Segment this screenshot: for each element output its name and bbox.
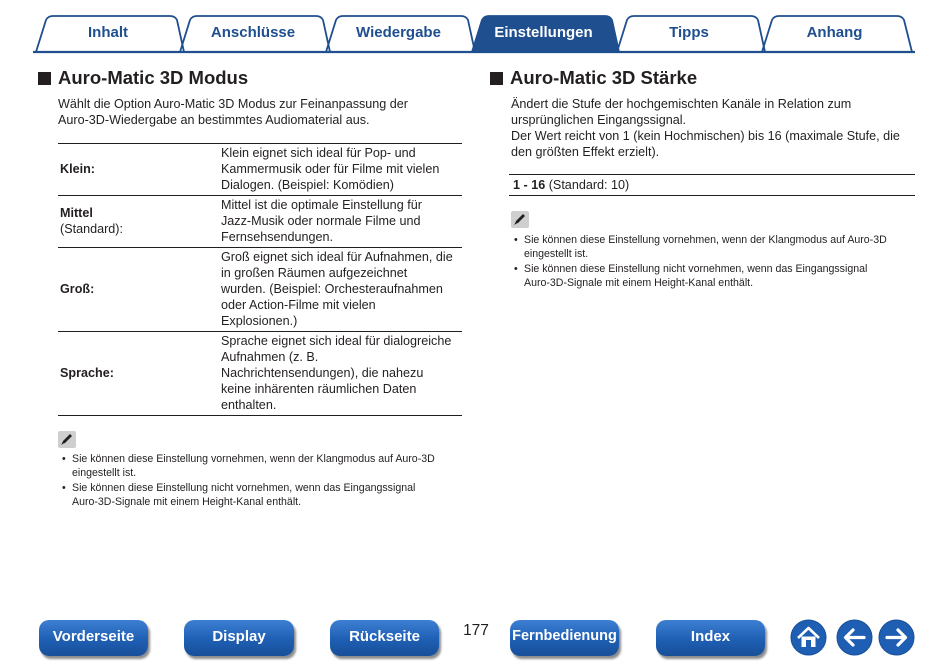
row-name-label: Klein: xyxy=(60,161,95,176)
left-intro-line: Wählt die Option Auro-Matic 3D Modus zur Feinanpassung der xyxy=(58,97,408,111)
row-desc xyxy=(221,197,462,244)
table-row xyxy=(58,144,462,196)
right-intro-line: den größten Effekt erzielt). xyxy=(511,145,660,159)
page-number: 177 xyxy=(463,622,489,639)
note-item xyxy=(60,481,470,509)
desc-line: Kammermusik oder für Filme mit vielen xyxy=(221,162,440,176)
note-line: • Sie können diese Einstellung vornehmen, wenn der Klangmodus auf Auro-3D xyxy=(524,234,887,246)
right-section-heading xyxy=(490,66,697,90)
value-default: (Standard: 10) xyxy=(548,178,630,192)
desc-line: Dialogen. (Beispiel: Komödien) xyxy=(221,178,394,192)
note-line: eingestellt ist. xyxy=(524,248,589,260)
note-line: eingestellt ist. xyxy=(72,467,137,479)
pencil-note-icon xyxy=(58,431,76,448)
left-intro xyxy=(58,96,468,128)
desc-line: Groß eignet sich ideal für Aufnahmen, die xyxy=(221,250,453,264)
tab-anhang[interactable]: Anhang xyxy=(806,24,863,41)
row-name-label: Mittel xyxy=(60,205,93,220)
row-name-sub: (Standard): xyxy=(60,221,123,236)
note-line: • Sie können diese Einstellung nicht vornehmen, wenn das Eingangssignal xyxy=(72,482,416,494)
row-name xyxy=(58,249,221,328)
rueckseite-button[interactable]: Rückseite xyxy=(330,620,439,656)
note-item xyxy=(512,262,922,290)
value-range: 1 - 16 xyxy=(513,178,546,192)
right-intro xyxy=(511,96,921,160)
desc-line: oder Action-Filme mit vielen xyxy=(221,298,376,312)
desc-line: keine inhärenten räumlichen Daten xyxy=(221,382,417,396)
strength-value-row xyxy=(509,174,915,196)
pencil-note-icon xyxy=(511,211,529,228)
row-desc xyxy=(221,333,462,412)
tab-einstellungen[interactable]: Einstellungen xyxy=(494,24,593,41)
row-name xyxy=(58,197,221,244)
tab-tipps[interactable]: Tipps xyxy=(669,24,709,41)
table-row xyxy=(58,248,462,332)
index-button[interactable]: Index xyxy=(656,620,765,656)
right-intro-line: ursprünglichen Eingangssignal. xyxy=(511,113,687,127)
desc-line: Jazz-Musik oder normale Filme und xyxy=(221,214,421,228)
note-line: • Sie können diese Einstellung vornehmen, wenn der Klangmodus auf Auro-3D xyxy=(72,453,435,465)
arrow-left-icon[interactable] xyxy=(836,619,873,656)
left-heading-text: Auro-Matic 3D Modus xyxy=(58,67,249,88)
desc-line: Klein eignet sich ideal für Pop- und xyxy=(221,146,416,160)
note-line: • Sie können diese Einstellung nicht vornehmen, wenn das Eingangssignal xyxy=(524,263,868,275)
desc-line: Mittel ist die optimale Einstellung für xyxy=(221,198,422,212)
note-item xyxy=(60,452,470,480)
tab-wiedergabe[interactable]: Wiedergabe xyxy=(356,24,441,41)
left-section-heading xyxy=(38,66,248,90)
left-notes xyxy=(60,452,470,510)
home-icon[interactable] xyxy=(790,619,827,656)
desc-line: Aufnahmen (z. B. xyxy=(221,350,319,364)
note-line: Auro-3D-Signale mit einem Height-Kanal enthält. xyxy=(72,496,302,508)
heading-square-icon xyxy=(490,72,503,85)
right-heading-text: Auro-Matic 3D Stärke xyxy=(510,67,698,88)
row-name-label: Groß: xyxy=(60,281,95,296)
mode-table xyxy=(58,143,462,416)
tab-bar xyxy=(0,0,950,56)
tab-inhalt[interactable]: Inhalt xyxy=(88,24,128,41)
vorderseite-button[interactable]: Vorderseite xyxy=(39,620,148,656)
right-notes xyxy=(512,233,922,291)
desc-line: wurden. (Beispiel: Orchesteraufnahmen xyxy=(221,282,443,296)
desc-line: Nachrichtensendungen), die nahezu xyxy=(221,366,424,380)
desc-line: Explosionen.) xyxy=(221,314,298,328)
row-desc xyxy=(221,145,462,192)
right-intro-line: Der Wert reicht von 1 (kein Hochmischen) bis 16 (maximale Stufe, die xyxy=(511,129,900,143)
arrow-right-icon[interactable] xyxy=(878,619,915,656)
right-intro-line: Ändert die Stufe der hochgemischten Kanäle in Relation zum xyxy=(511,97,852,111)
display-button[interactable]: Display xyxy=(184,620,294,656)
desc-line: Sprache eignet sich ideal für dialogreiche xyxy=(221,334,452,348)
left-intro-line: Auro-3D-Wiedergabe an bestimmtes Audiomaterial aus. xyxy=(58,113,370,127)
fernbedienung-button[interactable]: Fernbedienung xyxy=(510,620,619,656)
row-name xyxy=(58,333,221,412)
note-line: Auro-3D-Signale mit einem Height-Kanal enthält. xyxy=(524,277,754,289)
row-name xyxy=(58,145,221,192)
tab-anschluesse[interactable]: Anschlüsse xyxy=(210,24,296,41)
desc-line: in großen Räumen aufgezeichnet xyxy=(221,266,408,280)
table-row xyxy=(58,196,462,248)
desc-line: enthalten. xyxy=(221,398,277,412)
desc-line: Fernsehsendungen. xyxy=(221,230,334,244)
row-name-label: Sprache: xyxy=(60,365,114,380)
heading-square-icon xyxy=(38,72,51,85)
row-desc xyxy=(221,249,462,328)
note-item xyxy=(512,233,922,261)
table-row xyxy=(58,332,462,416)
